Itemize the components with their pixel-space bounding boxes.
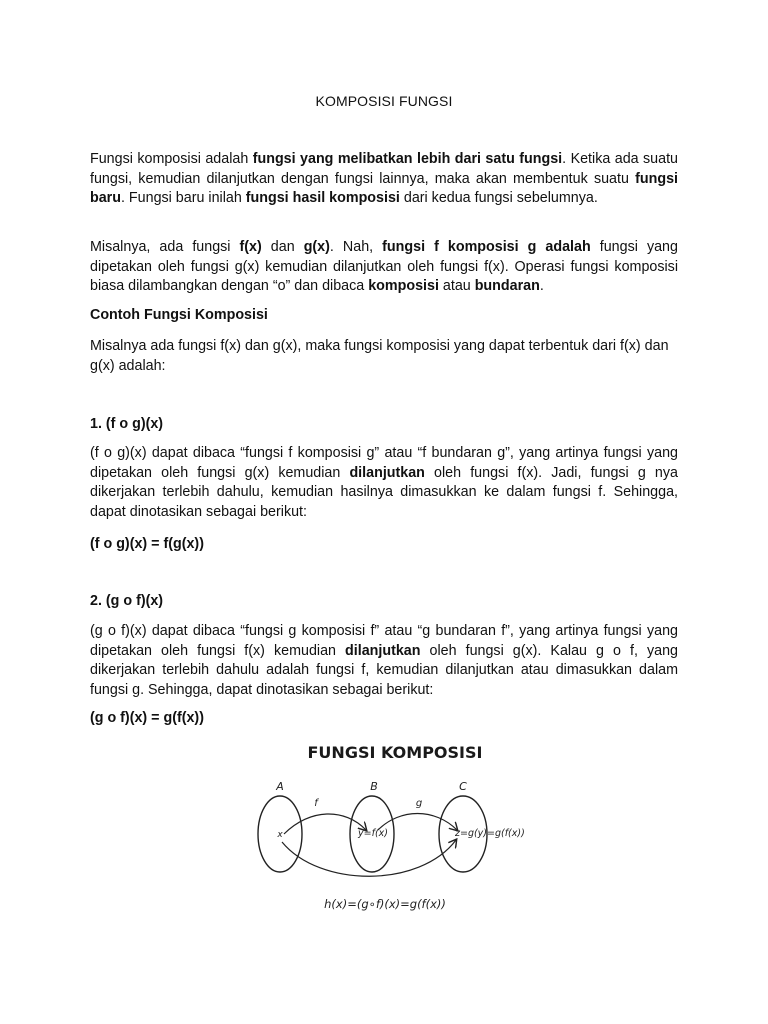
composition-diagram xyxy=(250,738,540,918)
diagram-caption: h(x)=(g∘f)(x)=g(f(x)) xyxy=(324,897,446,911)
text-run: Fungsi komposisi adalah xyxy=(90,151,253,167)
text-run: dan xyxy=(261,239,304,255)
element-x: x xyxy=(277,830,283,840)
set-c-label: C xyxy=(459,780,467,793)
element-z: z=g(y)=g(f(x)) xyxy=(455,828,525,839)
bold-run: komposisi xyxy=(368,278,439,294)
arrow-g-label: g xyxy=(415,798,423,809)
bold-run: f(x) xyxy=(239,239,262,255)
section-1-paragraph xyxy=(90,444,678,522)
text-run: fungsi yang dipetakan oleh fungsi g(x) kemudian dilanjutkan oleh fungsi f(x). Operasi fungsi komposisi biasa dilambangkan dengan “o” dan dibaca xyxy=(90,239,678,294)
text-run: oleh fungsi f(x). Jadi, fungsi g nya dikerjakan terlebih dahulu, kemudian hasilnya dimasukkan ke dalam fungsi f. Sehingga, dapat dinotasikan sebagai berikut: xyxy=(90,464,678,520)
section-2-formula: (g o f)(x) = g(f(x)) xyxy=(90,710,204,726)
text-run: . Nah, xyxy=(329,239,383,255)
section-2-paragraph xyxy=(90,622,678,700)
text-run: (g o f)(x) dapat dibaca “fungsi g komposisi f” atau “g bundaran f”, yang artinya fungsi yang dipetakan oleh fungsi f(x) kemudian xyxy=(90,623,678,659)
section-1-formula: (f o g)(x) = f(g(x)) xyxy=(90,536,204,552)
text-run: . Ketika ada suatu fungsi, kemudian dilanjutkan dengan fungsi lainnya, maka akan membentuk suatu xyxy=(90,151,679,187)
bold-run: dilanjutkan xyxy=(345,642,421,659)
element-y: y=f(x) xyxy=(358,828,388,839)
arrow-f-label: f xyxy=(314,798,318,809)
bold-run: g(x) xyxy=(303,239,330,255)
bold-run: fungsi yang melibatkan lebih dari satu fungsi xyxy=(252,151,563,167)
bold-run: fungsi f komposisi g adalah xyxy=(382,239,591,255)
text-run: . xyxy=(539,278,544,294)
text-run: Misalnya, ada fungsi xyxy=(90,239,240,255)
section-2-heading: 2. (g o f)(x) xyxy=(90,593,164,609)
bold-run: bundaran xyxy=(474,278,540,294)
arrow-g xyxy=(378,814,457,831)
intro-paragraph-1 xyxy=(90,150,678,209)
text-run: (f o g)(x) dapat dibaca “fungsi f komposisi g” atau “f bundaran g”, yang artinya fungsi yang dipetakan oleh fungsi g(x) kemudian xyxy=(90,445,678,481)
text-run: oleh fungsi g(x). Kalau g o f, yang dikerjakan terlebih dahulu adalah fungsi f, kemudian dilanjutkan atau dimasukkan dalam fungsi g. Sehingga, dapat dinotasikan sebagai berikut: xyxy=(90,642,678,698)
bold-run: fungsi hasil komposisi xyxy=(245,190,400,206)
example-lead: Misalnya ada fungsi f(x) dan g(x), maka fungsi komposisi yang dapat terbentuk dari f(x) dan g(x) adalah: xyxy=(90,338,669,374)
set-a-label: A xyxy=(276,780,284,793)
arrow-h xyxy=(282,840,456,876)
text-run: dari kedua fungsi sebelumnya. xyxy=(399,190,598,206)
example-heading: Contoh Fungsi Komposisi xyxy=(90,307,268,323)
bold-run: fungsi baru xyxy=(90,170,678,206)
set-b-label: B xyxy=(370,780,378,793)
diagram-title: FUNGSI KOMPOSISI xyxy=(307,743,483,762)
section-1-heading: 1. (f o g)(x) xyxy=(90,416,164,432)
intro-paragraph-2 xyxy=(90,238,678,297)
page-title: KOMPOSISI FUNGSI xyxy=(315,93,453,109)
arrow-f xyxy=(284,814,366,834)
text-run: . Fungsi baru inilah xyxy=(120,190,246,206)
text-run: atau xyxy=(438,278,475,294)
bold-run: dilanjutkan xyxy=(349,464,425,481)
